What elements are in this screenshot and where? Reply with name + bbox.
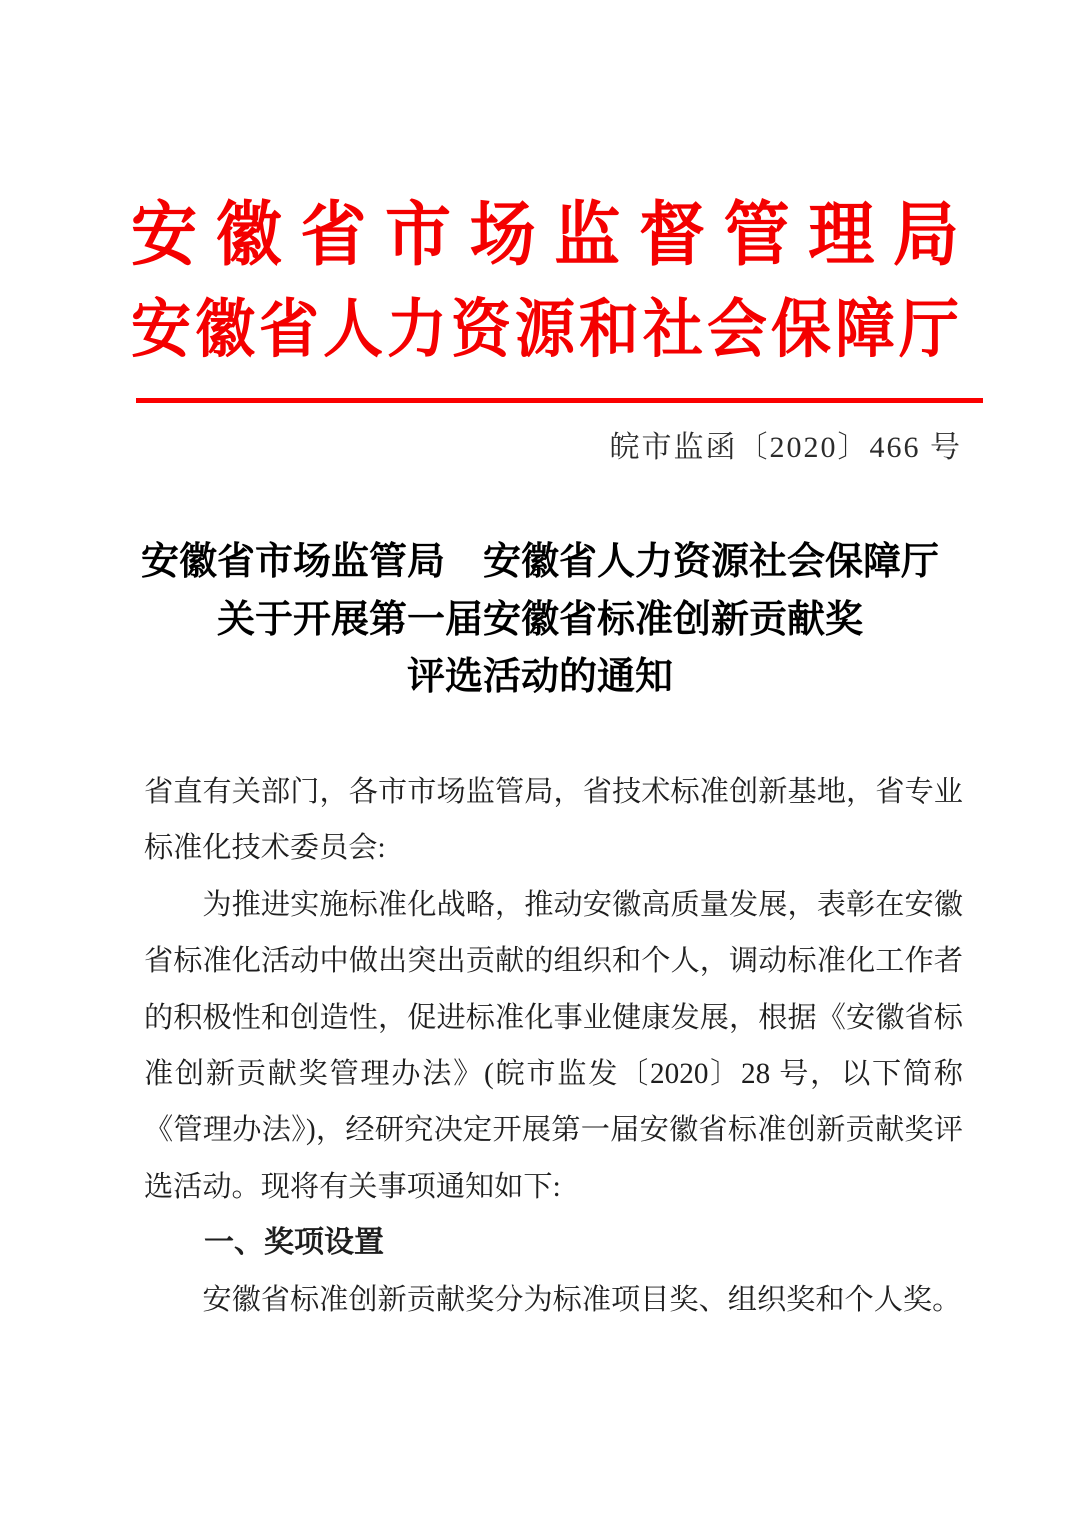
document-number: 皖市监函〔2020〕466 号	[609, 431, 962, 464]
document-title	[120, 534, 960, 707]
document-body	[144, 764, 963, 1328]
title-line-2: 关于开展第一届安徽省标准创新贡献奖	[216, 598, 863, 641]
salutation: 省直有关部门，各市市场监管局，省技术标准创新基地，省专业标准化技术委员会:	[144, 776, 963, 865]
title-line-1: 安徽省市场监管局 安徽省人力资源社会保障厅	[140, 541, 939, 583]
intro-paragraph: 为推进实施标准化战略，推动安徽高质量发展，表彰在安徽省标准化活动中做出突出贡献的组织和个人，调动标准化工作者的积极性和创造性，促进标准化事业健康发展，根据《安徽省标准创新贡献奖管理办法》(皖市监发〔2020〕28 号，以下简称《管理办法》)，经研究决定开展第一届安徽省标准创新贡献奖评选活动。现将有关事项通知如下:	[144, 888, 963, 1203]
section-1-heading: 一、奖项设置	[204, 1226, 384, 1260]
red-divider-line	[136, 398, 983, 403]
title-line-3: 评选活动的通知	[406, 656, 673, 698]
agency-name-line1: 安 徽 省 市 场 监 督 管 理 局	[131, 196, 959, 275]
section-1-paragraph: 安徽省标准创新贡献奖分为标准项目奖、组织奖和个人奖。	[202, 1283, 962, 1316]
agency-name-line2: 安 徽 省 人 力 资 源 和 社 会 保 障 厅	[131, 295, 959, 365]
